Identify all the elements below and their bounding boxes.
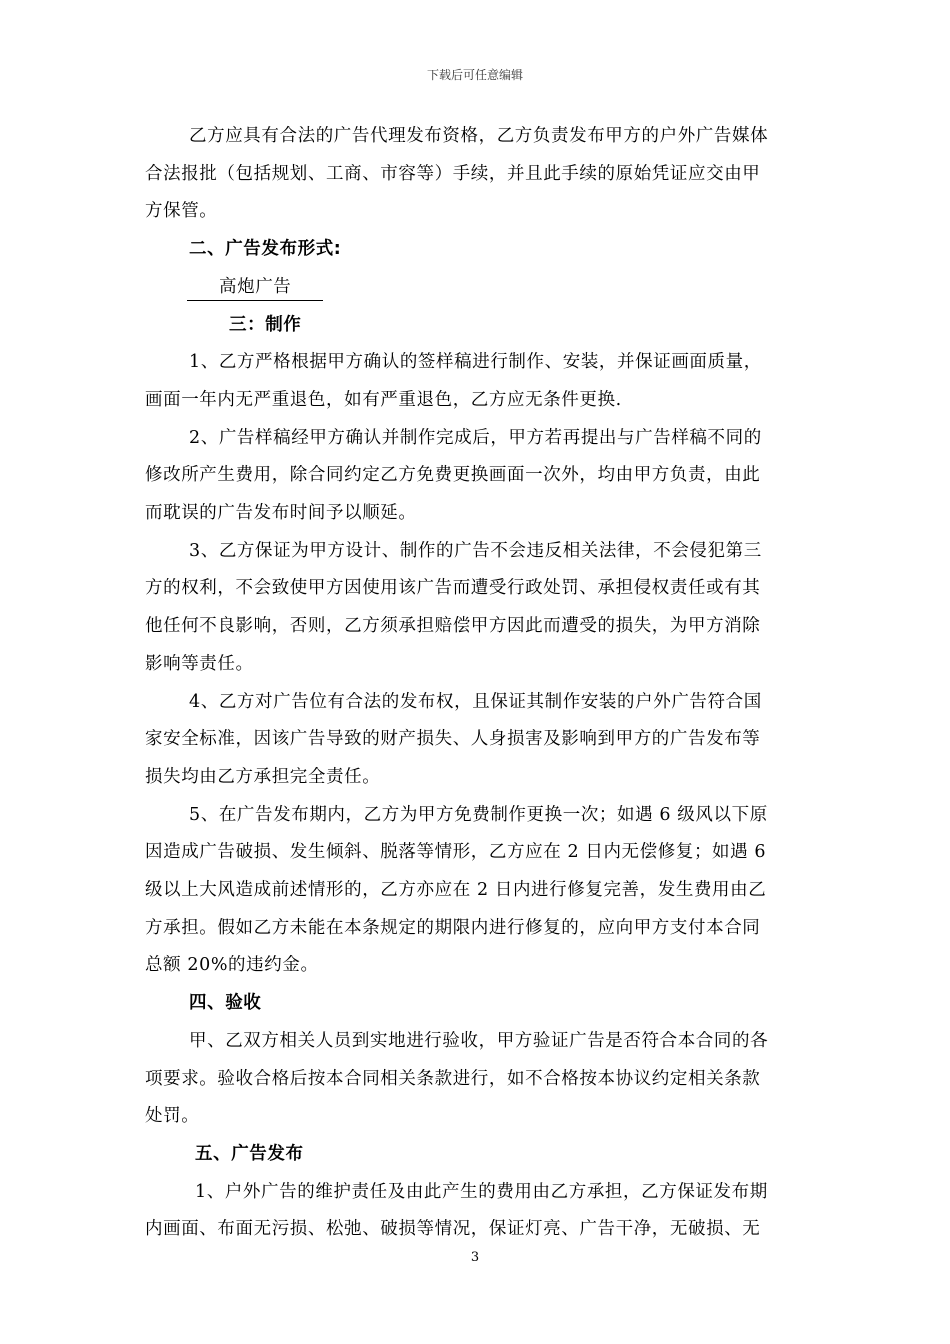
text-line: 方保管。 <box>145 201 218 222</box>
page-header: 下载后可任意编辑 <box>426 68 523 82</box>
text-line: 方的权利，不会致使甲方因使用该广告而遭受行政处罚、承担侵权责任或有其 <box>145 578 761 599</box>
text-line: 家安全标准，因该广告导致的财产损失、人身损害及影响到甲方的广告发布等 <box>145 729 761 750</box>
section-heading-5: 五、广告发布 <box>195 1143 304 1164</box>
text-line: 方承担。假如乙方未能在本条规定的期限内进行修复的，应向甲方支付本合同 <box>145 917 761 938</box>
text-line: 甲、乙双方相关人员到实地进行验收，甲方验证广告是否符合本合同的各 <box>189 1030 769 1051</box>
text-line: 他任何不良影响，否则，乙方须承担赔偿甲方因此而遭受的损失，为甲方消除 <box>145 616 761 637</box>
text-line: 画面一年内无严重退色，如有严重退色，乙方应无条件更换. <box>145 389 622 410</box>
text-line: 4、乙方对广告位有合法的发布权，且保证其制作安装的户外广告符合国 <box>189 691 762 712</box>
text-line: 1、户外广告的维护责任及由此产生的费用由乙方承担，乙方保证发布期 <box>195 1181 768 1202</box>
text-line: 修改所产生费用，除合同约定乙方免费更换画面一次外，均由甲方负责，由此 <box>145 465 761 486</box>
text-line: 影响等责任。 <box>145 653 254 674</box>
document-body <box>145 118 805 1249</box>
text-line: 处罚。 <box>145 1106 200 1127</box>
form-value-line <box>145 269 805 307</box>
text-line: 1、乙方严格根据甲方确认的签样稿进行制作、安装，并保证画面质量， <box>189 352 762 373</box>
text-line: 内画面、布面无污损、松弛、破损等情况，保证灯亮、广告干净，无破损、无 <box>145 1219 761 1240</box>
text-line: 级以上大风造成前述情形的，乙方亦应在 2 日内进行修复完善，发生费用由乙 <box>145 880 767 901</box>
section-heading-3: 三：制作 <box>229 314 302 335</box>
text-line: 而耽误的广告发布时间予以顺延。 <box>145 503 417 524</box>
section-heading-4: 四、验收 <box>189 993 262 1014</box>
text-line: 5、在广告发布期内，乙方为甲方免费制作更换一次；如遇 6 级风以下原 <box>189 804 768 825</box>
text-line: 2、广告样稿经甲方确认并制作完成后，甲方若再提出与广告样稿不同的 <box>189 427 762 448</box>
text-line: 项要求。验收合格后按本合同相关条款进行，如不合格按本协议约定相关条款 <box>145 1068 761 1089</box>
text-line: 3、乙方保证为甲方设计、制作的广告不会违反相关法律，不会侵犯第三 <box>189 540 762 561</box>
text-line: 总额 20%的违约金。 <box>145 955 319 976</box>
text-line: 合法报批（包括规划、工商、市容等）手续，并且此手续的原始凭证应交由甲 <box>145 163 761 184</box>
text-line: 损失均由乙方承担完全责任。 <box>145 766 381 787</box>
page-number: 3 <box>470 1250 480 1265</box>
text-line: 因造成广告破损、发生倾斜、脱落等情形，乙方应在 2 日内无偿修复；如遇 6 <box>145 842 767 863</box>
text-line: 乙方应具有合法的广告代理发布资格，乙方负责发布甲方的户外广告媒体 <box>189 126 769 146</box>
ad-form-value: 高炮广告 <box>187 274 323 301</box>
section-heading-2: 二、广告发布形式: <box>189 239 342 260</box>
